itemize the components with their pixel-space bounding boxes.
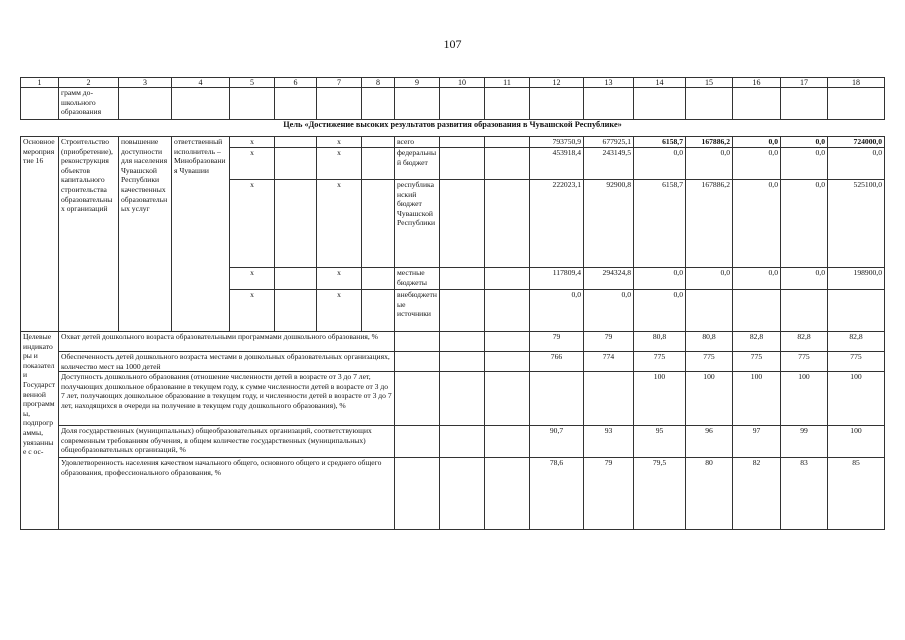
column-number: 17 [781, 78, 828, 88]
column-number: 13 [584, 78, 634, 88]
activity-row-total [21, 137, 885, 148]
x-mark: x [230, 268, 275, 290]
column-number: 15 [686, 78, 733, 88]
goal-row [21, 120, 885, 137]
indicator-text: Удовлетворенность населения качеством начального общего, основного общего и среднего общего образования, профессионального образования, % [59, 458, 395, 530]
value-cell: 6158,7 [634, 137, 686, 148]
program-table [20, 77, 885, 530]
value-cell: 222023,1 [530, 180, 584, 268]
column-number: 1 [21, 78, 59, 88]
x-mark: x [230, 137, 275, 148]
value-cell: 167886,2 [686, 180, 733, 268]
value-cell: 92900,8 [584, 180, 634, 268]
indicator-row [21, 352, 885, 372]
continuation-row [21, 88, 885, 120]
column-number: 2 [59, 78, 119, 88]
value-cell: 0,0 [781, 180, 828, 268]
activity-label: Основное мероприятие 16 [21, 137, 59, 332]
value-cell: 0,0 [781, 268, 828, 290]
value-cell: 198900,0 [828, 268, 885, 290]
activity-name: Строительство (приобретение), реконструкция объектов капитального строительства образовательных организаций [59, 137, 119, 332]
funding-source: местные бюджеты [395, 268, 440, 290]
column-number: 4 [172, 78, 230, 88]
goal-title: Цель «Достижение высоких результатов развития образования в Чувашской Республике» [21, 120, 885, 137]
activity-goal: повышение доступности для населения Чувашской Республики качественных образовательных услуг [119, 137, 172, 332]
column-number: 7 [317, 78, 362, 88]
column-number: 5 [230, 78, 275, 88]
value-cell: 79 [584, 332, 634, 352]
value-cell: 0,0 [733, 268, 781, 290]
column-number: 8 [362, 78, 395, 88]
page-number: 107 [443, 37, 462, 51]
x-mark: x [317, 268, 362, 290]
column-number: 10 [440, 78, 485, 88]
value-cell: 0,0 [781, 148, 828, 180]
indicator-text: Обеспеченность детей дошкольного возраста местами в дошкольных образовательных организациях, количество мест на 1000 детей [59, 352, 395, 372]
value-cell: 294324,8 [584, 268, 634, 290]
funding-source: всего [395, 137, 440, 148]
value-cell: 85 [828, 458, 885, 530]
value-cell: 6158,7 [634, 180, 686, 268]
value-cell: 775 [828, 352, 885, 372]
indicators-label: Целевые индикаторы и показатели Государственной программы, подпрограммы, увязанные с ос- [21, 332, 59, 530]
column-number: 9 [395, 78, 440, 88]
value-cell: 82 [733, 458, 781, 530]
funding-source: внебюджетные источники [395, 290, 440, 332]
value-cell: 774 [584, 352, 634, 372]
value-cell: 95 [634, 426, 686, 458]
value-cell: 82,8 [828, 332, 885, 352]
value-cell: 775 [686, 352, 733, 372]
x-mark: x [230, 148, 275, 180]
x-mark: x [317, 137, 362, 148]
x-mark: x [230, 290, 275, 332]
value-cell: 0,0 [733, 180, 781, 268]
value-cell: 100 [828, 372, 885, 426]
value-cell: 82,8 [781, 332, 828, 352]
indicator-row [21, 332, 885, 352]
value-cell: 0,0 [828, 148, 885, 180]
indicator-row [21, 426, 885, 458]
value-cell: 0,0 [733, 137, 781, 148]
value-cell: 167886,2 [686, 137, 733, 148]
continuation-text: грамм до-школьного образования [59, 88, 119, 120]
value-cell: 93 [584, 426, 634, 458]
value-cell [828, 290, 885, 332]
column-number: 14 [634, 78, 686, 88]
value-cell: 0,0 [686, 148, 733, 180]
column-number-row [21, 78, 885, 88]
value-cell [733, 290, 781, 332]
value-cell: 766 [530, 352, 584, 372]
value-cell: 0,0 [733, 148, 781, 180]
column-number: 6 [275, 78, 317, 88]
value-cell: 100 [634, 372, 686, 426]
column-number: 11 [485, 78, 530, 88]
x-mark: x [317, 290, 362, 332]
x-mark: x [230, 180, 275, 268]
column-number: 12 [530, 78, 584, 88]
value-cell: 793750,9 [530, 137, 584, 148]
value-cell: 100 [686, 372, 733, 426]
value-cell: 80,8 [634, 332, 686, 352]
value-cell: 525100,0 [828, 180, 885, 268]
column-number: 3 [119, 78, 172, 88]
value-cell: 243149,5 [584, 148, 634, 180]
value-cell: 97 [733, 426, 781, 458]
indicator-text: Доступность дошкольного образования (отношение численности детей в возрасте от 3 до 7 лет, получающих дошкольное образование в текущем году, к сумме численности детей в возрасте от 3 до 7 лет, получающих дошкольное образование в текущем году, и численности детей в возрасте от 3 до 7 лет, находящихся в очереди на получение в текущем году дошкольного образования), % [59, 372, 395, 426]
activity-executor: ответственный исполнитель – Минобразования Чувашии [172, 137, 230, 332]
value-cell: 79,5 [634, 458, 686, 530]
value-cell [530, 372, 584, 426]
value-cell: 775 [781, 352, 828, 372]
value-cell: 677925,1 [584, 137, 634, 148]
value-cell: 0,0 [634, 148, 686, 180]
indicator-text: Охват детей дошкольного возраста образовательными программами дошкольного образования, % [59, 332, 395, 352]
value-cell: 775 [634, 352, 686, 372]
indicator-row [21, 458, 885, 530]
value-cell [781, 290, 828, 332]
value-cell: 90,7 [530, 426, 584, 458]
value-cell: 80,8 [686, 332, 733, 352]
value-cell [584, 372, 634, 426]
funding-source: республиканский бюджет Чувашской Республики [395, 180, 440, 268]
column-number: 18 [828, 78, 885, 88]
value-cell: 79 [530, 332, 584, 352]
value-cell: 82,8 [733, 332, 781, 352]
value-cell: 0,0 [530, 290, 584, 332]
value-cell: 724000,0 [828, 137, 885, 148]
value-cell: 775 [733, 352, 781, 372]
funding-source: федеральный бюджет [395, 148, 440, 180]
column-number: 16 [733, 78, 781, 88]
value-cell: 100 [733, 372, 781, 426]
value-cell: 0,0 [686, 268, 733, 290]
value-cell: 117809,4 [530, 268, 584, 290]
indicator-row [21, 372, 885, 426]
value-cell: 453918,4 [530, 148, 584, 180]
x-mark: x [317, 148, 362, 180]
value-cell: 78,6 [530, 458, 584, 530]
value-cell: 96 [686, 426, 733, 458]
x-mark: x [317, 180, 362, 268]
value-cell: 0,0 [584, 290, 634, 332]
value-cell: 100 [781, 372, 828, 426]
value-cell: 83 [781, 458, 828, 530]
value-cell: 79 [584, 458, 634, 530]
value-cell: 0,0 [781, 137, 828, 148]
value-cell [686, 290, 733, 332]
value-cell: 0,0 [634, 268, 686, 290]
value-cell: 0,0 [634, 290, 686, 332]
value-cell: 80 [686, 458, 733, 530]
value-cell: 100 [828, 426, 885, 458]
value-cell: 99 [781, 426, 828, 458]
indicator-text: Доля государственных (муниципальных) общеобразовательных организаций, соответствующих современным требованиям обучения, в общем количестве государственных (муниципальных) общеобразовательных организаций, % [59, 426, 395, 458]
